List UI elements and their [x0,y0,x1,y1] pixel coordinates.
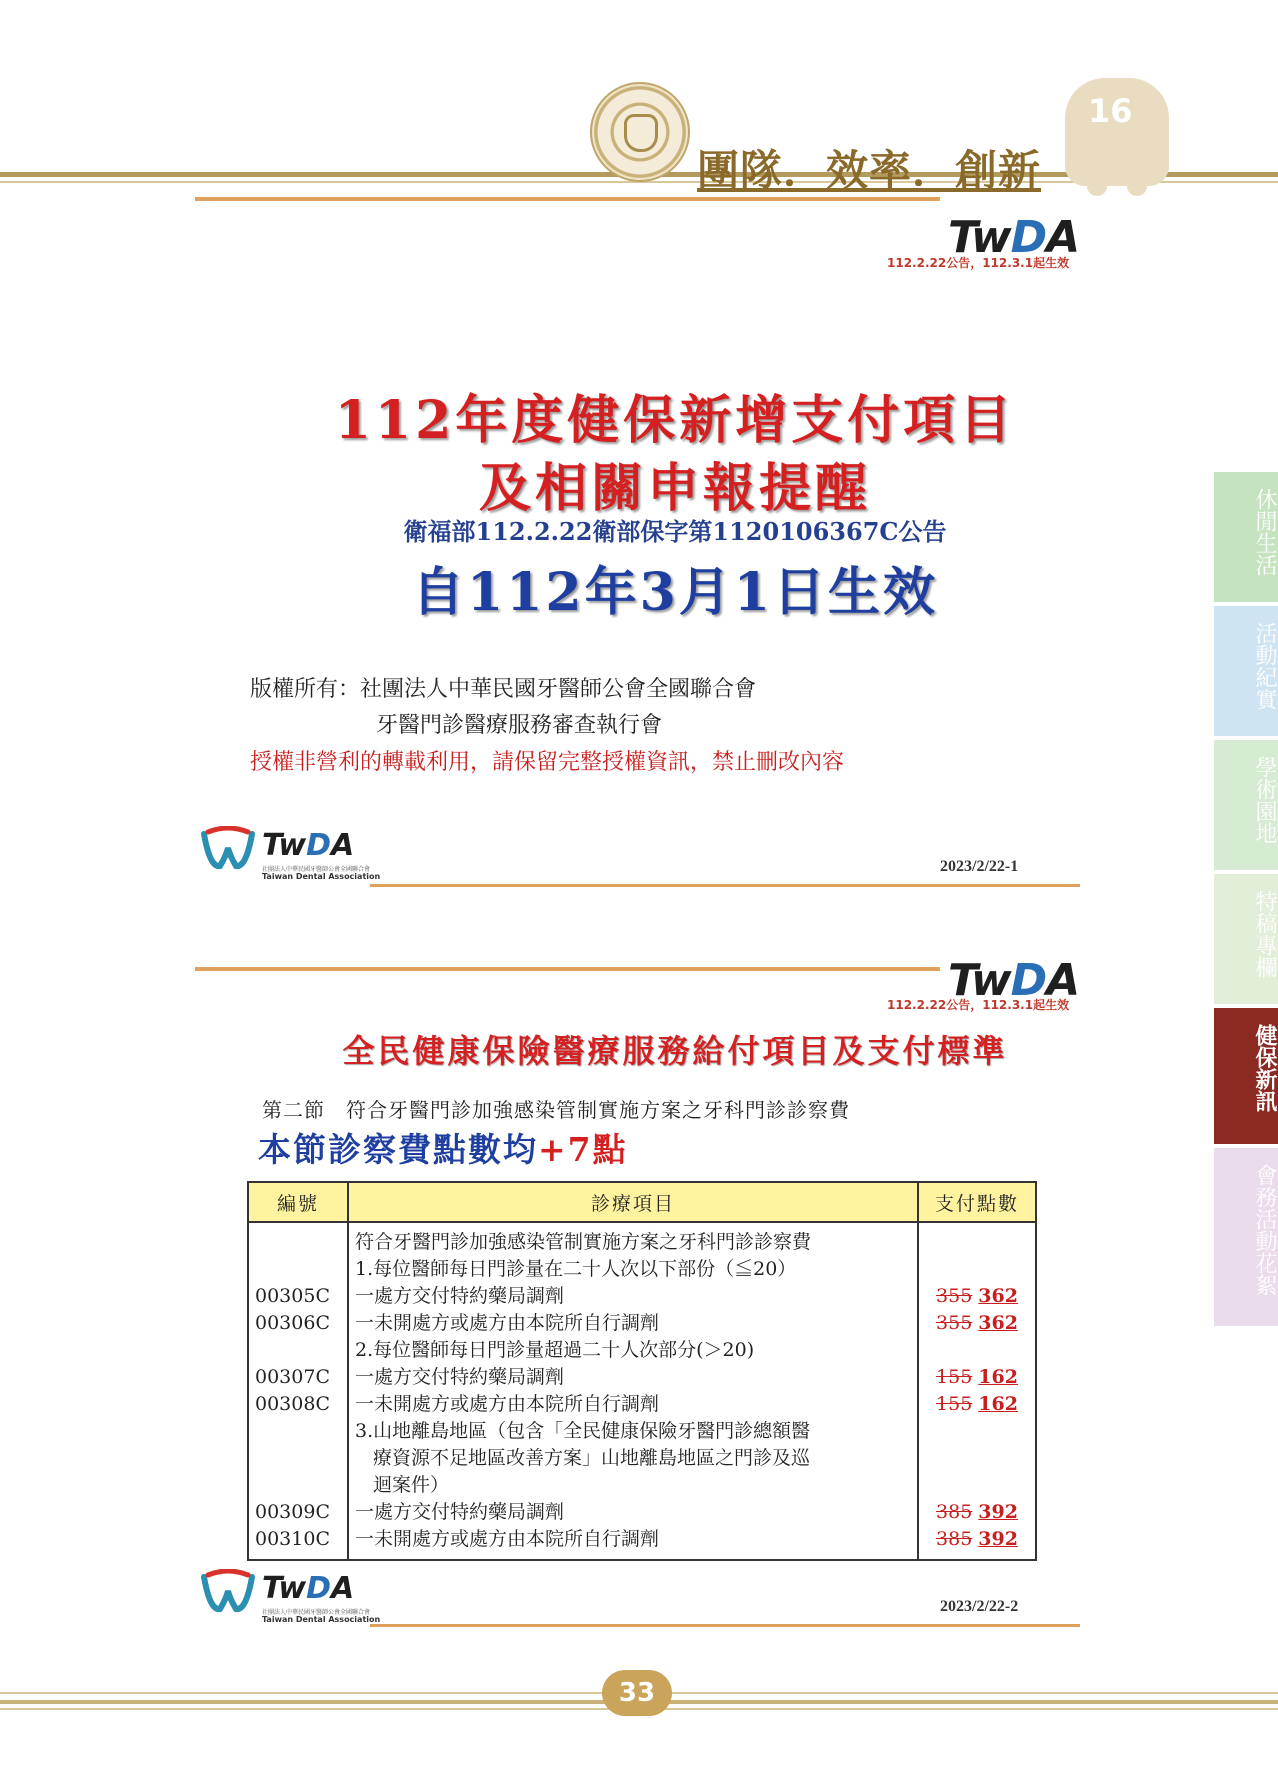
code-column [248,1222,348,1560]
item-description: 一未開處方或處方由本院所自行調劑 [355,1312,660,1334]
tooth-w-logo-icon [200,826,256,872]
slide1-title-line1: 112年度健保新增支付項目 [334,390,1016,451]
item-code: 00308C [255,1393,330,1415]
item-code: 00305C [255,1285,330,1307]
item-description: 一處方交付特約藥局調劑 [355,1366,565,1388]
slide2-footer-rule [370,1624,1080,1627]
slide1-license-notice: 授權非營利的轉載利用，請保留完整授權資訊，禁止刪改內容 [250,750,845,775]
new-points: 362 [978,1312,1018,1334]
old-points: 155 [936,1366,973,1388]
new-points: 162 [978,1366,1018,1388]
item-code [255,1229,341,1256]
column-header-item: 診療項目 [348,1182,918,1222]
item-points [925,1256,1029,1283]
old-points: 355 [936,1312,973,1334]
side-tab-nhi-news[interactable]: 健保新訊 [1214,1008,1278,1144]
new-points: 162 [978,1393,1018,1415]
slide2-twda-logo: TwDA [948,955,1080,1006]
slide2-footer-logo: TwDA [262,1571,355,1606]
slide1-announce-note: 112.2.22公告，112.3.1起生效 [887,256,1070,270]
item-points [925,1391,1029,1418]
item-description: 一處方交付特約藥局調劑 [355,1285,565,1307]
association-seal-logo [590,82,690,182]
slide1-footer-logo-en: Taiwan Dental Association [262,872,381,881]
item-code: 00307C [255,1366,330,1388]
side-tab-academic[interactable]: 學術園地 [1214,740,1278,870]
side-tab-events[interactable]: 活動紀實 [1214,606,1278,736]
item-code [255,1418,341,1445]
slide1-date: 2023/2/22-1 [940,858,1019,875]
slide2-points-note: 本節診察費點數均+7點 [258,1130,628,1169]
item-description: 迴案件） [373,1474,450,1496]
slide1-footer-logo: TwDA [262,828,355,863]
item-code [255,1256,341,1283]
side-tab-leisure[interactable]: 休閒生活 [1214,472,1278,602]
slide1-copyright-line1: 版權所有：社團法人中華民國牙醫師公會全國聯合會 [250,677,757,702]
side-tab-association-activities[interactable]: 會務活動花絮 [1214,1148,1278,1326]
item-description: 符合牙醫門診加強感染管制實施方案之牙科門診診察費 [355,1231,812,1253]
item-points [925,1499,1029,1526]
fee-schedule-table [247,1181,1037,1561]
issue-number: 16 [1088,92,1133,130]
item-points [925,1364,1029,1391]
item-code: 00306C [255,1312,330,1334]
item-description: 3.山地離島地區（包含「全民健康保險牙醫門診總額醫 [355,1420,811,1442]
item-code: 00310C [255,1528,330,1550]
item-description: 1.每位醫師每日門診量在二十人次以下部份（≦20） [355,1258,797,1280]
item-code [255,1337,341,1364]
slide1-title-line2: 及相關申報提醒 [478,458,871,519]
slide2-title: 全民健康保險醫療服務給付項目及支付標準 [342,1032,1008,1070]
old-points: 385 [936,1528,973,1550]
item-points [925,1472,1029,1499]
item-points [925,1310,1029,1337]
item-description: 療資源不足地區改善方案」山地離島地區之門診及巡 [373,1447,811,1469]
new-points: 362 [978,1285,1018,1307]
header-motto: 團隊．效率．創新 [697,146,1042,195]
points-increase: +7點 [538,1130,628,1169]
column-header-code: 編號 [248,1182,348,1222]
slide1-footer-logo-cn: 社團法人中華民國牙醫師公會全國聯合會 [262,866,371,873]
item-points [925,1283,1029,1310]
old-points: 385 [936,1501,973,1523]
slide2-date: 2023/2/22-2 [940,1598,1019,1615]
table-header-row [248,1182,1036,1222]
slide1-footer-rule [370,884,1080,887]
item-description: 2.每位醫師每日門診量超過二十人次部分(＞20) [355,1339,755,1361]
item-points [925,1418,1029,1445]
slide2-footer-logo-en: Taiwan Dental Association [262,1615,381,1624]
slide2-announce-note: 112.2.22公告，112.3.1起生效 [887,998,1070,1012]
slide1-copyright-line2: 牙醫門診醫療服務審查執行會 [376,713,663,738]
item-points [925,1337,1029,1364]
item-description: 一未開處方或處方由本院所自行調劑 [355,1393,660,1415]
old-points: 155 [936,1393,973,1415]
new-points: 392 [978,1528,1018,1550]
slide1-twda-logo: TwDA [948,212,1080,263]
page-number: 33 [602,1670,672,1716]
item-points [925,1229,1029,1256]
slide2-footer-logo-cn: 社團法人中華民國牙醫師公會全國聯合會 [262,1609,371,1616]
tooth-w-logo-icon [200,1569,256,1615]
slide1-subtitle: 衛福部112.2.22衛部保字第1120106367C公告 [403,517,947,546]
item-column [348,1222,918,1560]
slide2-section-heading: 第二節 符合牙醫門診加強感染管制實施方案之牙科門診診察費 [262,1098,850,1122]
side-tab-features[interactable]: 特稿專欄 [1214,874,1278,1004]
slide2-top-rule [195,967,940,971]
item-description: 一處方交付特約藥局調劑 [355,1501,565,1523]
slide1-effective-date: 自112年3月1日生效 [412,562,938,623]
table-row [248,1222,1036,1560]
new-points: 392 [978,1501,1018,1523]
item-code [255,1445,341,1472]
column-header-points: 支付點數 [918,1182,1036,1222]
item-points [925,1526,1029,1553]
slide1-top-rule [195,197,940,201]
old-points: 355 [936,1285,973,1307]
item-code [255,1472,341,1499]
item-points [925,1445,1029,1472]
item-description: 一未開處方或處方由本院所自行調劑 [355,1528,660,1550]
item-code: 00309C [255,1501,330,1523]
points-column [918,1222,1036,1560]
